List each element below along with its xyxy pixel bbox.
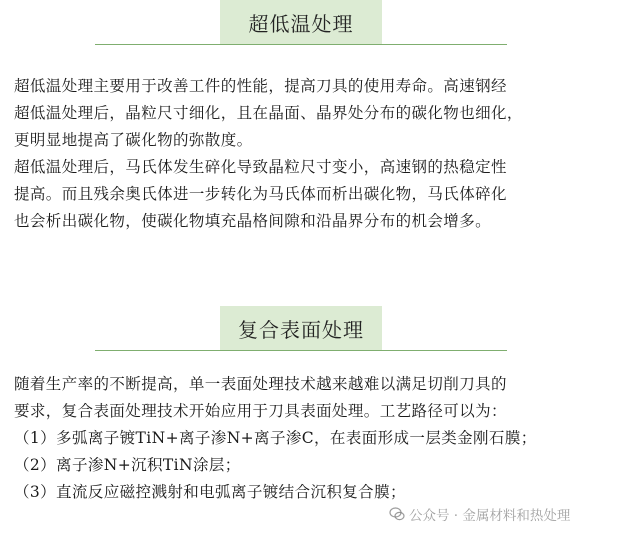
watermark-text: 公众号 · 金属材料和热处理 — [409, 508, 571, 524]
paragraph-composite — [14, 371, 610, 506]
text-line: 提高。而且残余奥氏体进一步转化为马氏体而析出碳化物，马氏体碎化 — [14, 185, 507, 203]
section-title-composite: 复合表面处理 — [220, 306, 382, 350]
text-line: 超低温处理主要用于改善工件的性能，提高刀具的使用寿命。高速钢经 — [14, 77, 507, 95]
list-item: （3）直流反应磁控溅射和电弧离子镀结合沉积复合膜； — [14, 483, 406, 501]
text-line: 超低温处理后，马氏体发生碎化导致晶粒尺寸变小，高速钢的热稳定性 — [14, 158, 507, 176]
section-header-cryogenic — [95, 0, 507, 45]
section-title-cryogenic: 超低温处理 — [220, 0, 382, 44]
watermark — [383, 502, 576, 526]
paragraph-cryogenic — [14, 73, 610, 235]
wechat-icon — [389, 506, 405, 522]
list-item: （2）离子渗N+沉积TiN涂层； — [14, 456, 241, 474]
text-line: 超低温处理后，晶粒尺寸细化，且在晶面、晶界处分布的碳化物也细化， — [14, 104, 523, 122]
text-line: 要求，复合表面处理技术开始应用于刀具表面处理。工艺路径可以为： — [14, 402, 507, 420]
section-header-composite — [95, 306, 507, 351]
text-line: 也会析出碳化物，使碳化物填充晶格间隙和沿晶界分布的机会增多。 — [14, 212, 492, 230]
text-line: 随着生产率的不断提高，单一表面处理技术越来越难以满足切削刀具的 — [14, 375, 507, 393]
list-item: （1）多弧离子镀TiN+离子渗N+离子渗C，在表面形成一层类金刚石膜； — [14, 429, 537, 447]
text-line: 更明显地提高了碳化物的弥散度。 — [14, 131, 253, 149]
